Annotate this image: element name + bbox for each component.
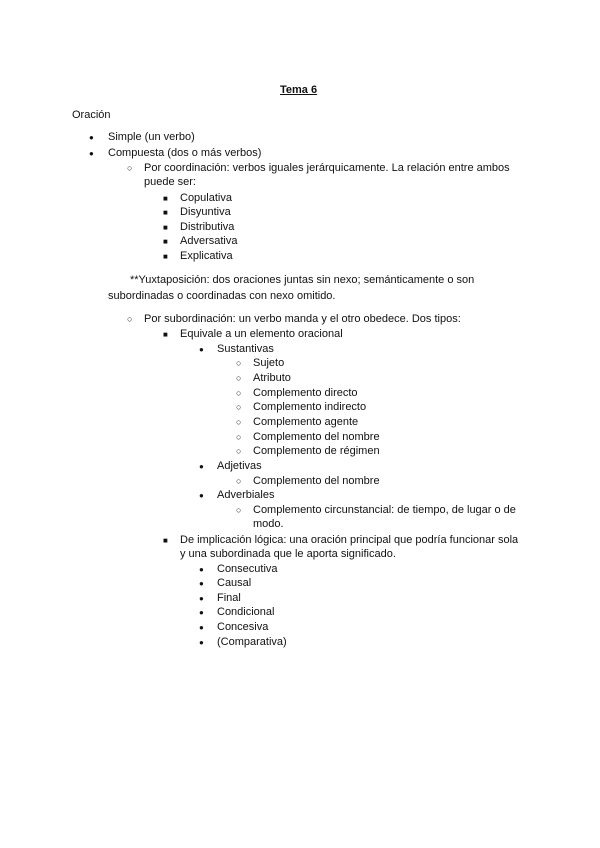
list-item: Compuesta (dos o más verbos)	[108, 147, 262, 159]
list-item: Condicional	[217, 606, 275, 618]
bullet-dot-icon	[199, 591, 204, 606]
list-item: Adversativa	[180, 235, 238, 247]
bullet-square-icon	[163, 249, 168, 264]
list-item: Sujeto	[253, 357, 285, 369]
bullet-circle-icon	[236, 474, 241, 488]
note-paragraph: **Yuxtaposición: dos oraciones juntas sin nexo; semánticamente o son	[130, 274, 475, 286]
bullet-square-icon	[163, 327, 168, 342]
bullet-circle-icon	[236, 444, 241, 458]
bullet-dot-icon	[199, 576, 204, 591]
bullet-circle-icon	[236, 503, 241, 517]
bullet-circle-icon	[236, 430, 241, 444]
list-item: Complemento agente	[253, 416, 359, 428]
bullet-dot-icon	[199, 488, 204, 503]
note-paragraph-continuation: subordinadas o coordinadas con nexo omitido.	[108, 290, 336, 302]
list-item-continuation: y una subordinada que le aporta significado.	[180, 548, 396, 560]
list-item: Complemento directo	[253, 387, 358, 399]
list-item: Explicativa	[180, 250, 233, 262]
list-item: Complemento del nombre	[253, 431, 380, 443]
bullet-dot-icon	[199, 459, 204, 474]
list-item: Atributo	[253, 372, 291, 384]
list-item: Complemento indirecto	[253, 401, 367, 413]
bullet-circle-icon	[236, 400, 241, 414]
bullet-circle-icon	[236, 386, 241, 400]
bullet-circle-icon	[236, 415, 241, 429]
bullet-dot-icon	[199, 620, 204, 635]
list-item: Complemento circunstancial: de tiempo, de lugar o de	[253, 504, 516, 516]
list-item: Por coordinación: verbos iguales jerárquicamente. La relación entre ambos	[144, 162, 510, 174]
bullet-dot-icon	[199, 635, 204, 650]
list-item: Causal	[217, 577, 252, 589]
list-item: Distributiva	[180, 221, 235, 233]
bullet-square-icon	[163, 191, 168, 206]
list-item: Copulativa	[180, 192, 232, 204]
bullet-square-icon	[163, 220, 168, 235]
bullet-square-icon	[163, 205, 168, 220]
bullet-circle-icon	[236, 371, 241, 385]
list-item: Equivale a un elemento oracional	[180, 328, 343, 340]
bullet-dot-icon	[89, 146, 94, 161]
list-item: Disyuntiva	[180, 206, 231, 218]
list-item: (Comparativa)	[217, 636, 287, 648]
list-item: Simple (un verbo)	[108, 131, 195, 143]
bullet-dot-icon	[199, 342, 204, 357]
bullet-circle-icon	[127, 161, 132, 175]
bullet-circle-icon	[236, 356, 241, 370]
bullet-dot-icon	[89, 130, 94, 145]
bullet-circle-icon	[127, 312, 132, 326]
section-heading: Oración	[72, 109, 111, 121]
bullet-square-icon	[163, 533, 168, 548]
list-item: De implicación lógica: una oración principal que podría funcionar sola	[180, 534, 519, 546]
page-title: Tema 6	[280, 84, 318, 96]
list-item: Concesiva	[217, 621, 269, 633]
list-item-continuation: puede ser:	[144, 176, 196, 188]
list-item: Por subordinación: un verbo manda y el otro obedece. Dos tipos:	[144, 313, 461, 325]
list-item: Adverbiales	[217, 489, 275, 501]
bullet-dot-icon	[199, 605, 204, 620]
bullet-dot-icon	[199, 562, 204, 577]
list-item: Complemento del nombre	[253, 475, 380, 487]
bullet-square-icon	[163, 234, 168, 249]
list-item-continuation: modo.	[253, 518, 284, 530]
list-item: Sustantivas	[217, 343, 274, 355]
list-item: Complemento de régimen	[253, 445, 380, 457]
list-item: Consecutiva	[217, 563, 278, 575]
list-item: Final	[217, 592, 241, 604]
list-item: Adjetivas	[217, 460, 262, 472]
